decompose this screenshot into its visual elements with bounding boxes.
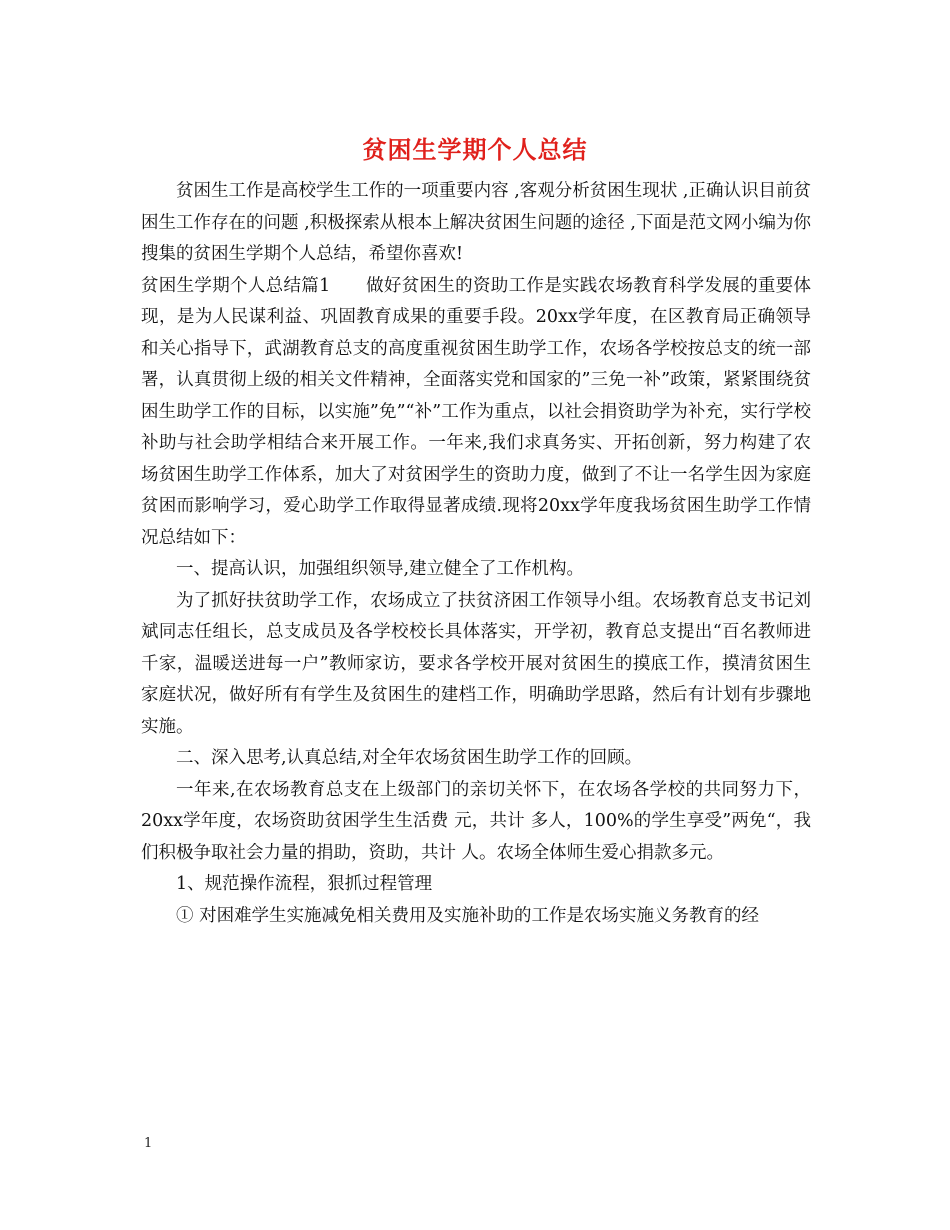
paragraph-intro: 贫困生工作是高校学生工作的一项重要内容 ,客观分析贫困生现状 ,正确认识目前贫困生工作存在的问题 ,积极探索从根本上解决贫困生问题的途径 ,下面是范文网小编为你搜集的贫困生学期个人总结，希望你喜欢! (141, 181, 811, 264)
paragraph-subheading-1: 1、规范操作流程，狠抓过程管理 (176, 874, 433, 894)
page-number: 1 (144, 1136, 153, 1151)
document-title: 贫困生学期个人总结 (362, 135, 588, 164)
document-body (141, 176, 811, 932)
paragraph-heading-2: 二、深入思考,认真总结,对全年农场贫困生助学工作的回顾。 (176, 748, 643, 768)
paragraph-review: 一年来,在农场教育总支在上级部门的亲切关怀下，在农场各学校的共同努力下，20xx学年度，农场资助贫困学生生活费 元，共计 多人，100%的学生享受”两免“，我们积极争取社会力量的捐助，资助，共计 人。农场全体师生爱心捐款多元。 (141, 779, 811, 863)
paragraph-section-1: 贫困生学期个人总结篇1 做好贫困生的资助工作是实践农场教育科学发展的重要体现，是为人民谋利益、巩固教育成果的重要手段。20xx学年度，在区教育局正确领导和关心指导下，武湖教育总支的高度重视贫困生助学工作，农场各学校按总支的统一部署，认真贯彻上级的相关文件精神，全面落实党和国家的”三免一补”政策，紧紧围绕贫困生助学工作的目标，以实施”免”“补”工作为重点，以社会捐资助学为补充，实行学校补助与社会助学相结合来开展工作。一年来,我们求真务实、开拓创新，努力构建了农场贫困生助学工作体系，加大了对贫困学生的资助力度，做到了不让一名学生因为家庭贫困而影响学习，爱心助学工作取得显著成绩.现将20xx学年度我场贫困生助学工作情况总结如下： (141, 275, 811, 548)
paragraph-item-1: ① 对困难学生实施减免相关费用及实施补助的工作是农场实施义务教育的经 (176, 905, 760, 926)
paragraph-heading-1: 一、提高认识，加强组织领导,建立健全了工作机构。 (176, 559, 585, 579)
paragraph-organization: 为了抓好扶贫助学工作，农场成立了扶贫济困工作领导小组。农场教育总支书记刘斌同志任组长，总支成员及各学校校长具体落实，开学初，教育总支提出“百名教师进千家，温暖送进每一户”教师家访，要求各学校开展对贫困生的摸底工作，摸清贫困生家庭状况，做好所有有学生及贫困生的建档工作，明确助学思路，然后有计划有步骤地实施。 (141, 590, 811, 737)
